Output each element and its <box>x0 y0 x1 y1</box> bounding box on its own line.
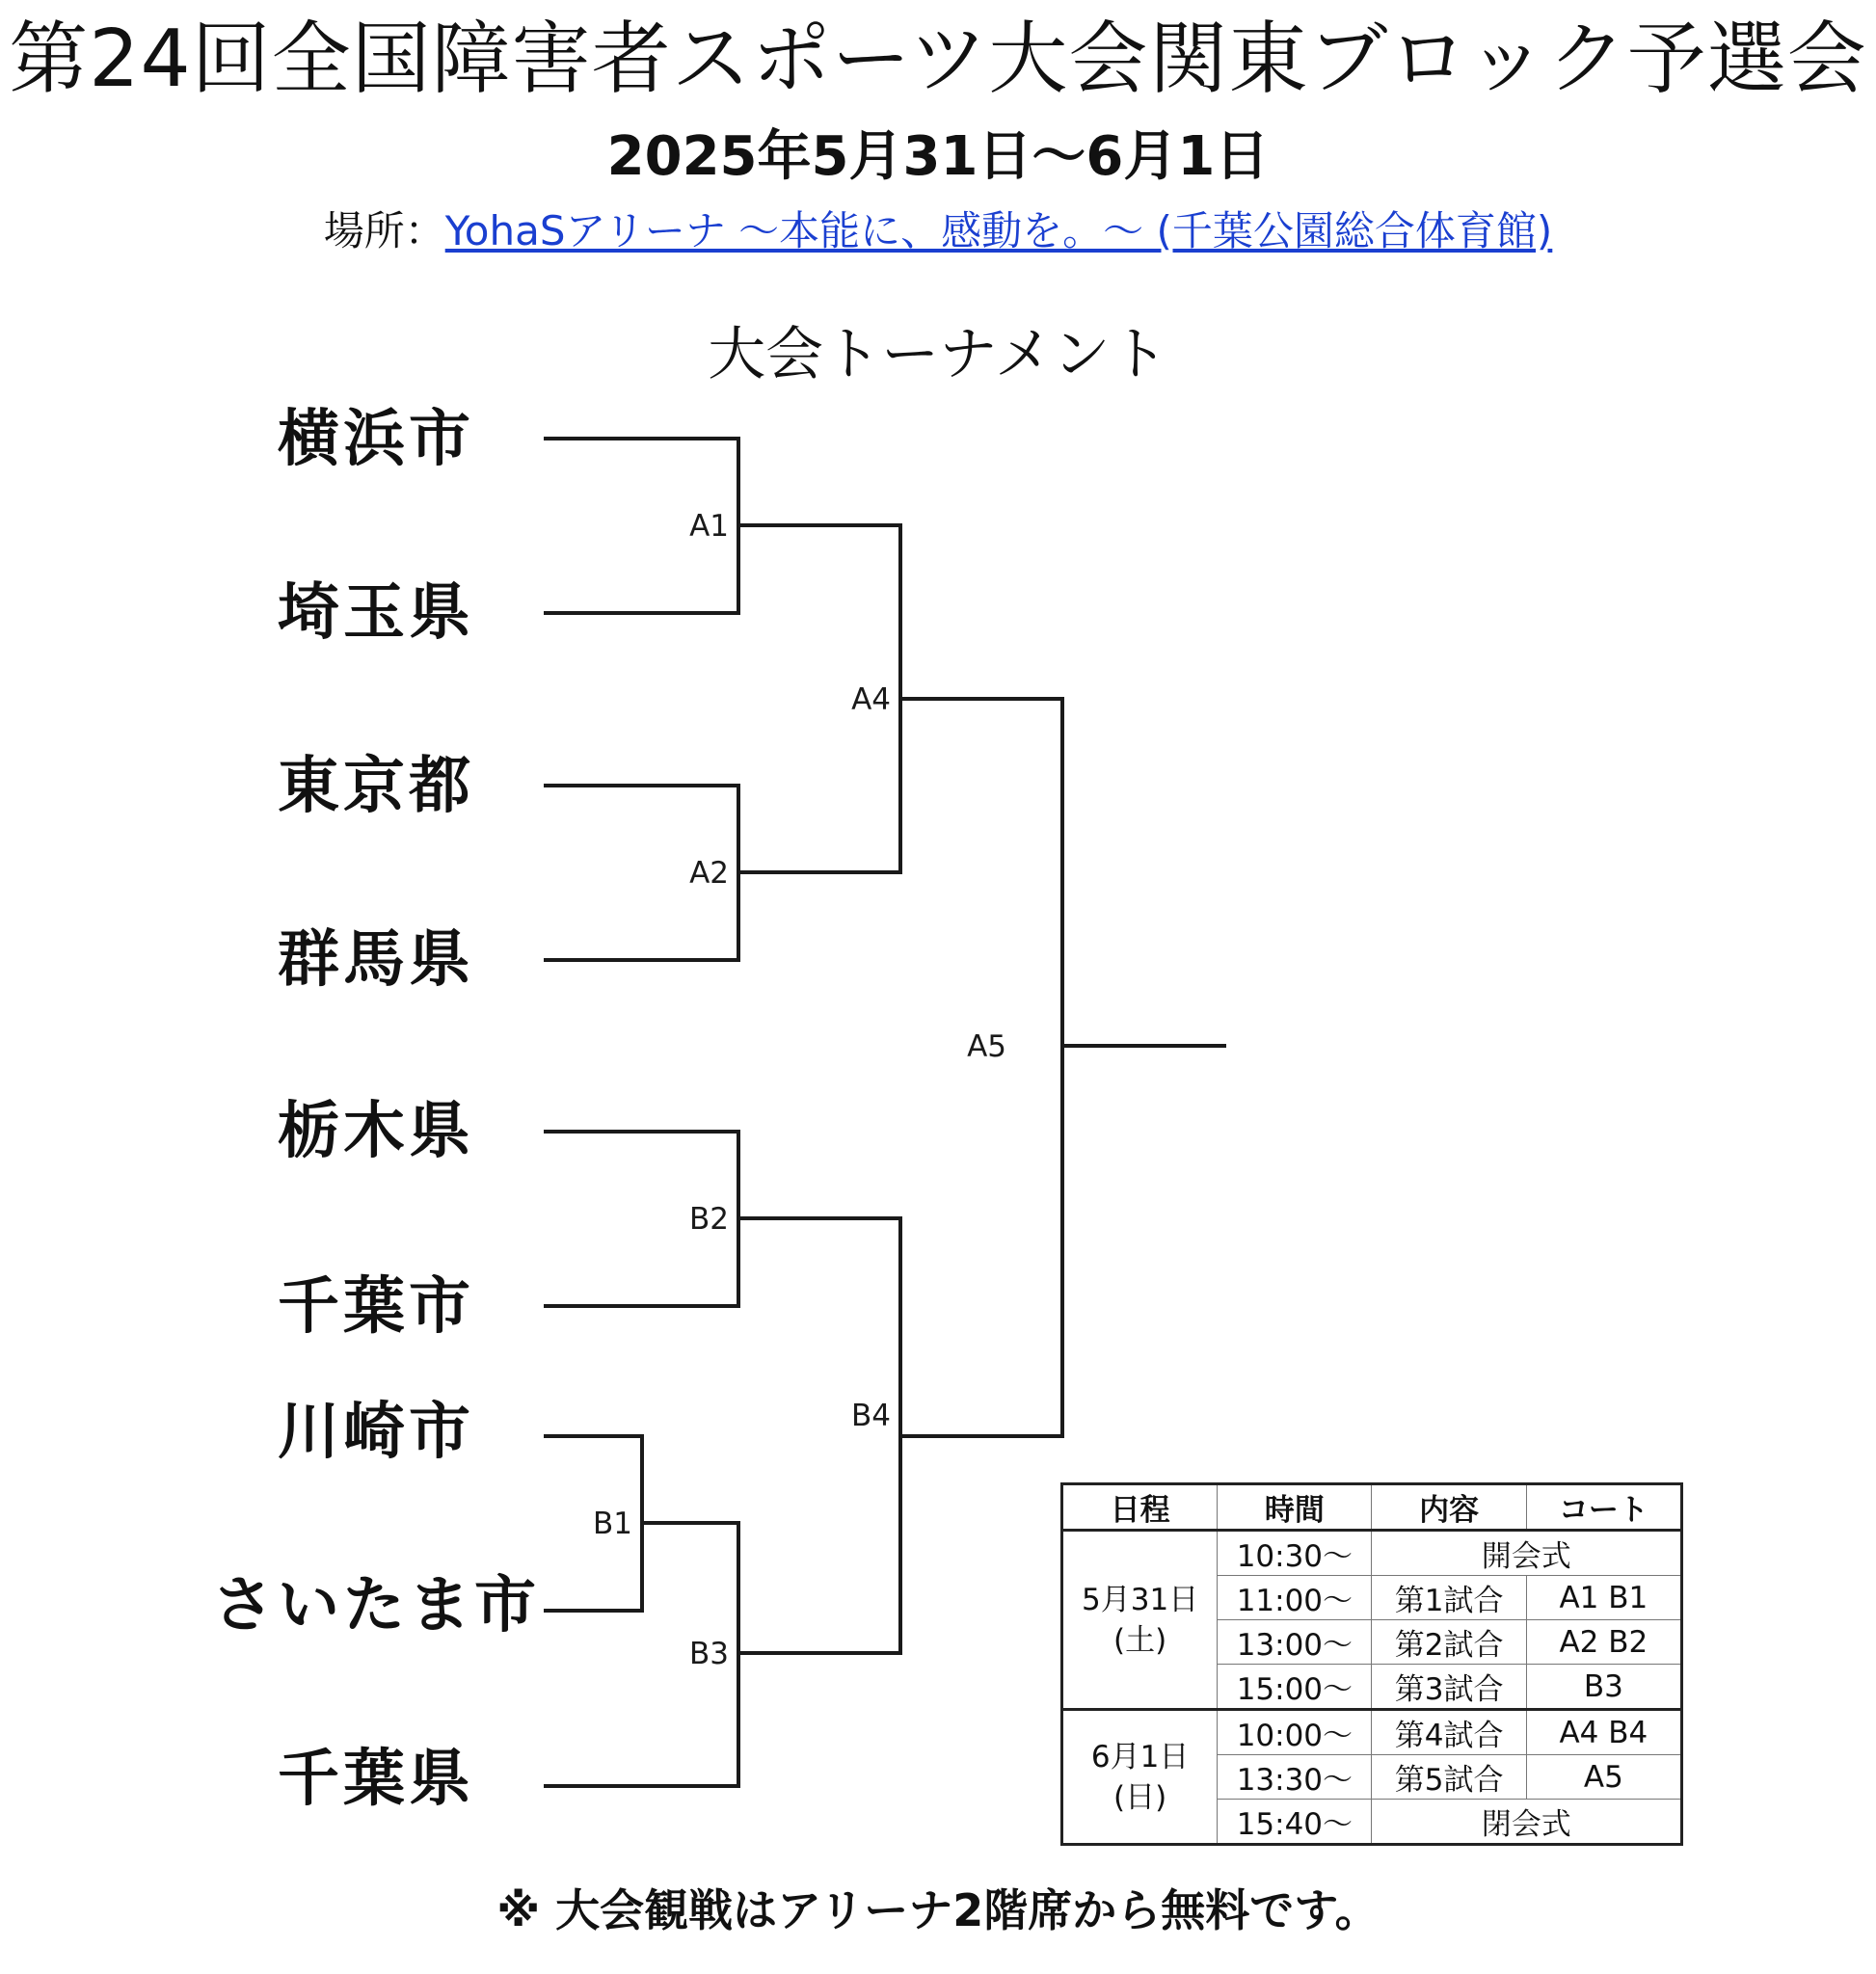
schedule-court: A1 B1 <box>1526 1576 1681 1620</box>
match-label-b4: B4 <box>851 1399 891 1433</box>
schedule-court: A2 B2 <box>1526 1620 1681 1665</box>
schedule-time: 15:00〜 <box>1218 1665 1372 1710</box>
schedule-header-row <box>1062 1484 1682 1531</box>
schedule-content: 第1試合 <box>1372 1576 1526 1620</box>
venue-link[interactable]: YohaSアリーナ 〜本能に、感動を。〜 (千葉公園総合体育館) <box>444 207 1553 254</box>
event-date: 2025年5月31日〜6月1日 <box>606 125 1270 188</box>
team-gunma: 群馬県 <box>278 924 474 996</box>
schedule-court: A4 B4 <box>1526 1710 1681 1755</box>
schedule-content: 閉会式 <box>1372 1800 1682 1845</box>
match-label-a4: A4 <box>851 682 891 717</box>
schedule-content: 第3試合 <box>1372 1665 1526 1710</box>
team-chiba-city: 千葉市 <box>278 1271 474 1343</box>
venue-label: 場所： <box>323 207 445 254</box>
schedule-time: 10:00〜 <box>1218 1710 1372 1755</box>
schedule-day1-weekday: (土) <box>1113 1622 1167 1658</box>
schedule-header-court: コート <box>1526 1484 1681 1531</box>
team-kawasaki: 川崎市 <box>278 1397 474 1468</box>
team-tochigi: 栃木県 <box>278 1096 474 1167</box>
schedule-content: 第5試合 <box>1372 1755 1526 1800</box>
schedule-day2-date-text: 6月1日 <box>1090 1739 1190 1774</box>
schedule-court: B3 <box>1526 1665 1681 1710</box>
bracket-line-b4 <box>900 1218 1062 1653</box>
schedule-day1-date-text: 5月31日 <box>1082 1582 1199 1617</box>
schedule-time: 10:30〜 <box>1218 1531 1372 1576</box>
bracket-line-b1 <box>546 1436 738 1611</box>
schedule-table <box>1060 1482 1683 1846</box>
schedule-content: 第4試合 <box>1372 1710 1526 1755</box>
schedule-content: 第2試合 <box>1372 1620 1526 1665</box>
bracket-line-a4 <box>900 525 1062 872</box>
team-yokohama: 横浜市 <box>278 404 474 475</box>
schedule-time: 13:30〜 <box>1218 1755 1372 1800</box>
schedule-day1-date <box>1062 1531 1218 1710</box>
schedule-time: 11:00〜 <box>1218 1576 1372 1620</box>
match-label-a2: A2 <box>689 856 729 891</box>
schedule-day2-weekday: (日) <box>1113 1779 1167 1815</box>
table-row <box>1062 1710 1682 1755</box>
team-tokyo: 東京都 <box>278 751 474 822</box>
match-label-a5: A5 <box>967 1029 1006 1064</box>
bracket-line-a5 <box>1062 699 1224 1436</box>
schedule-header-date: 日程 <box>1062 1484 1218 1531</box>
schedule-content: 開会式 <box>1372 1531 1682 1576</box>
footer-note: ※ 大会観戦はアリーナ2階席から無料です。 <box>496 1884 1380 1936</box>
bracket-title: 大会トーナメント <box>708 321 1168 388</box>
schedule-day2-date <box>1062 1710 1218 1845</box>
schedule-header-content: 内容 <box>1372 1484 1526 1531</box>
match-label-b1: B1 <box>593 1507 632 1541</box>
page-title: 第24回全国障害者スポーツ大会関東ブロック予選会 <box>9 13 1867 105</box>
team-chiba-pref: 千葉県 <box>278 1744 474 1815</box>
schedule-header-time: 時間 <box>1218 1484 1372 1531</box>
team-saitama-city: さいたま市 <box>212 1570 540 1641</box>
match-label-b2: B2 <box>689 1202 729 1237</box>
match-label-b3: B3 <box>689 1637 729 1671</box>
team-saitama-pref: 埼玉県 <box>278 577 474 649</box>
schedule-court: A5 <box>1526 1755 1681 1800</box>
schedule-time: 15:40〜 <box>1218 1800 1372 1845</box>
schedule-time: 13:00〜 <box>1218 1620 1372 1665</box>
table-row <box>1062 1531 1682 1576</box>
match-label-a1: A1 <box>689 509 729 544</box>
